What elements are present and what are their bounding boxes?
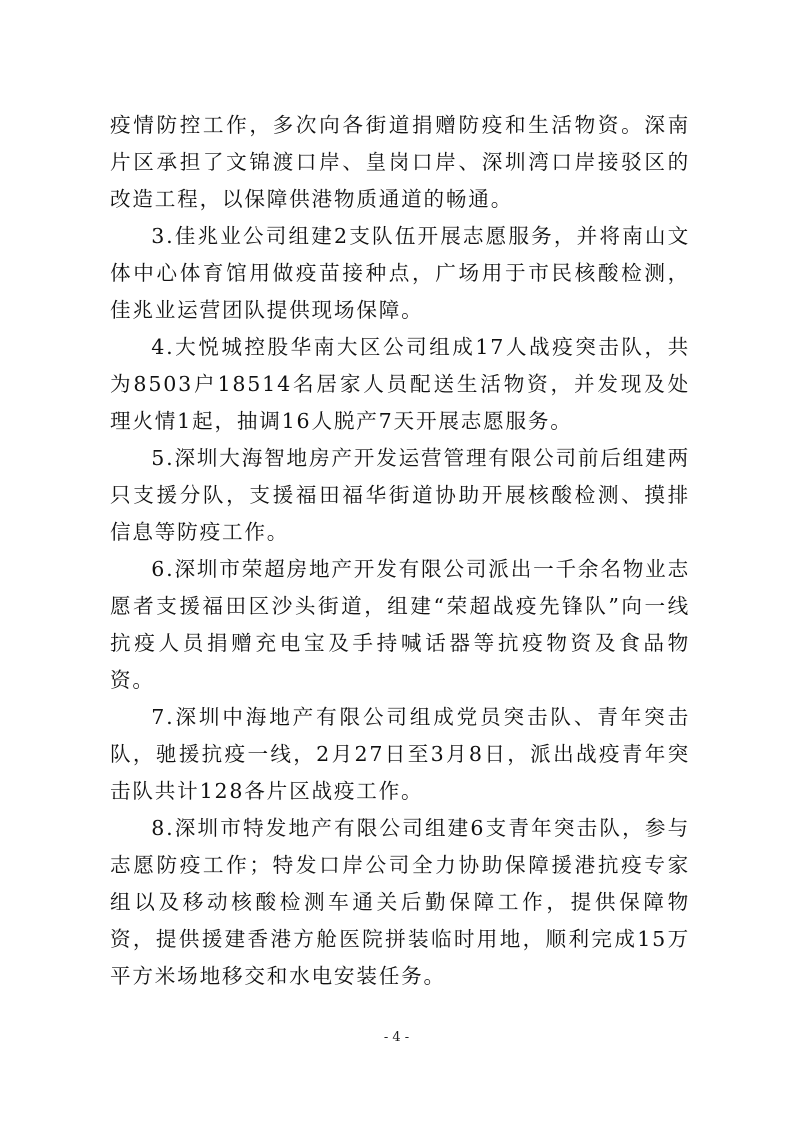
page-number: - 4 - bbox=[383, 1030, 410, 1045]
paragraph-item-8: 8.深圳市特发地产有限公司组建6支青年突击队，参与志愿防疫工作；特发口岸公司全力协助保障援港抗疫专家组以及移动核酸检测车通关后勤保障工作，提供保障物资，提供援建香港方舱医院拼装临时用地，顺利完成15万平方米场地移交和水电安装任务。 bbox=[110, 816, 690, 988]
paragraph-item-7: 7.深圳中海地产有限公司组成党员突击队、青年突击队，驰援抗疫一线，2月27日至3月8日，派出战疫青年突击队共计128各片区战疫工作。 bbox=[110, 705, 690, 803]
paragraph-item-5: 5.深圳大海智地房产开发运营管理有限公司前后组建两只支援分队，支援福田福华街道协助开展核酸检测、摸排信息等防疫工作。 bbox=[110, 446, 690, 544]
paragraph-item-4: 4.大悦城控股华南大区公司组成17人战疫突击队，共为8503户18514名居家人员配送生活物资，并发现及处理火情1起，抽调16人脱产7天开展志愿服务。 bbox=[110, 335, 690, 433]
document-body bbox=[110, 107, 690, 995]
paragraph-continuation: 疫情防控工作，多次向各街道捐赠防疫和生活物资。深南片区承担了文锦渡口岸、皇岗口岸、深圳湾口岸接驳区的改造工程，以保障供港物质通道的畅通。 bbox=[110, 113, 690, 211]
paragraph-item-3: 3.佳兆业公司组建2支队伍开展志愿服务，并将南山文体中心体育馆用做疫苗接种点，广场用于市民核酸检测，佳兆业运营团队提供现场保障。 bbox=[110, 224, 690, 322]
paragraph-item-6: 6.深圳市荣超房地产开发有限公司派出一千余名物业志愿者支援福田区沙头街道，组建“荣超战疫先锋队”向一线抗疫人员捐赠充电宝及手持喊话器等抗疫物资及食品物资。 bbox=[110, 557, 690, 692]
